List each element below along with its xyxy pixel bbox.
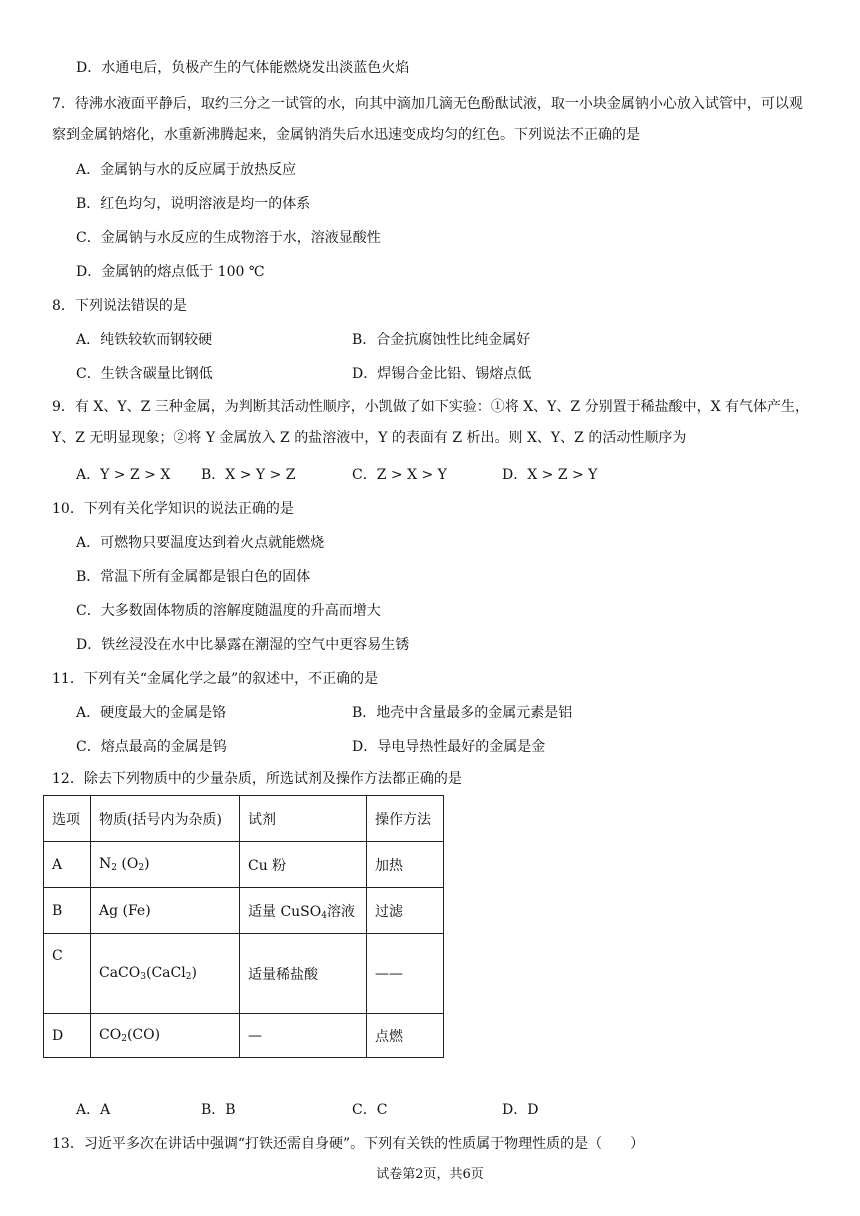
q8-option-b: B．合金抗腐蚀性比纯金属好	[352, 332, 531, 348]
q12-stem: 12．除去下列物质中的少量杂质，所选试剂及操作方法都正确的是	[52, 771, 462, 787]
q10-stem: 10．下列有关化学知识的说法正确的是	[52, 501, 294, 517]
method-cell: ——	[367, 934, 444, 1014]
q9-option-c: C．Z > X > Y	[352, 467, 447, 483]
table-header-cell: 操作方法	[367, 796, 444, 842]
table-row	[44, 934, 444, 1014]
substance-text: )	[144, 856, 150, 872]
q7-option-b: B．红色均匀，说明溶液是均一的体系	[76, 196, 311, 212]
substance-cell	[91, 934, 240, 1014]
q11-stem: 11．下列有关“金属化学之最”的叙述中，不正确的是	[52, 671, 379, 687]
substance-text: (O	[116, 856, 139, 872]
substance-text: )	[191, 965, 197, 981]
option-cell: D	[44, 1014, 91, 1058]
subscript: 2	[185, 972, 192, 982]
table-header-cell: 选项	[44, 796, 91, 842]
subscript: 2	[111, 863, 117, 873]
q7-option-a: A．金属钠与水的反应属于放热反应	[76, 162, 297, 178]
substance-text: CO	[99, 1027, 122, 1043]
q10-option-b: B．常温下所有金属都是银白色的固体	[76, 569, 311, 585]
substance-text: N	[99, 856, 112, 872]
q8-option-c: C．生铁含碳量比钢低	[76, 366, 213, 382]
substance-text: (CO)	[126, 1027, 161, 1043]
q12-option-d: D．D	[502, 1102, 539, 1118]
option-cell: C	[44, 934, 91, 1014]
reagent-cell: —	[240, 1014, 367, 1058]
q10-option-a: A．可燃物只要温度达到着火点就能燃烧	[76, 535, 325, 551]
reagent-cell: Cu 粉	[240, 842, 367, 888]
q12-option-b: B．B	[201, 1102, 236, 1118]
reagent-cell	[240, 888, 367, 934]
table-header-row	[44, 796, 444, 842]
method-cell: 点燃	[367, 1014, 444, 1058]
subscript: 2	[121, 1034, 127, 1044]
subscript: 3	[140, 972, 146, 982]
method-cell: 过滤	[367, 888, 444, 934]
option-cell: B	[44, 888, 91, 934]
table-row	[44, 888, 444, 934]
table-row	[44, 1014, 444, 1058]
reagent-cell: 适量稀盐酸	[240, 934, 367, 1014]
substance-cell: Ag (Fe)	[91, 888, 240, 934]
q11-option-d: D．导电导热性最好的金属是金	[352, 739, 546, 755]
q8-option-d: D．焊锡合金比铅、锡熔点低	[352, 366, 532, 382]
q11-option-a: A．硬度最大的金属是铬	[76, 705, 227, 721]
table-header-cell: 物质(括号内为杂质)	[91, 796, 240, 842]
q9-stem: 9．有 X、Y、Z 三种金属，为判断其活动性顺序，小凯做了如下实验：①将 X、Y、Z 分别置于稀盐酸中，X 有气体产生，Y、Z 无明显现象；②将 Y 金属放入 Z 的盐溶液中，Y 的表面有 Z 析出。则 X、Y、Z 的活动性顺序为	[52, 399, 809, 446]
q7-option-c: C．金属钠与水反应的生成物溶于水，溶液显酸性	[76, 230, 381, 246]
q12-option-a: A．A	[76, 1102, 111, 1118]
table-row	[44, 842, 444, 888]
q6-option-d: D．水通电后，负极产生的气体能燃烧发出淡蓝色火焰	[76, 60, 410, 76]
subscript: 2	[138, 863, 145, 873]
q8-option-a: A．纯铁较软而钢较硬	[76, 332, 213, 348]
q12-table	[43, 795, 444, 1058]
q8-stem: 8．下列说法错误的是	[52, 298, 187, 314]
q10-option-d: D．铁丝浸没在水中比暴露在潮湿的空气中更容易生锈	[76, 637, 410, 653]
q9-option-b: B．X > Y > Z	[201, 467, 296, 483]
subscript: 4	[321, 910, 327, 921]
q7-stem: 7．待沸水液面平静后，取约三分之一试管的水，向其中滴加几滴无色酚酞试液，取一小块金属钠小心放入试管中，可以观察到金属钠熔化，水重新沸腾起来，金属钠消失后水迅速变成均匀的红色。下列说法不正确的是	[52, 96, 803, 143]
q7-option-d: D．金属钠的熔点低于 100 ℃	[76, 264, 265, 280]
substance-text: (CaCl	[145, 965, 186, 981]
substance-cell	[91, 1014, 240, 1058]
reagent-text: 溶液	[326, 903, 355, 920]
q11-option-b: B．地壳中含量最多的金属元素是铝	[352, 705, 573, 721]
substance-cell	[91, 842, 240, 888]
substance-text: CaCO	[99, 965, 141, 981]
page-footer: 试卷第2页，共6页	[376, 1167, 484, 1182]
reagent-text: 适量 CuSO	[248, 903, 322, 920]
q12-option-c: C．C	[352, 1102, 388, 1118]
q13-stem: 13．习近平多次在讲话中强调“打铁还需自身硬”。下列有关铁的性质属于物理性质的是（ ）	[52, 1136, 645, 1152]
q9-option-a: A．Y > Z > X	[76, 467, 171, 483]
table-header-cell: 试剂	[240, 796, 367, 842]
method-cell: 加热	[367, 842, 444, 888]
q9-option-d: D．X > Z > Y	[502, 467, 598, 483]
q11-option-c: C．熔点最高的金属是钨	[76, 739, 227, 755]
option-cell: A	[44, 842, 91, 888]
q10-option-c: C．大多数固体物质的溶解度随温度的升高而增大	[76, 603, 381, 619]
